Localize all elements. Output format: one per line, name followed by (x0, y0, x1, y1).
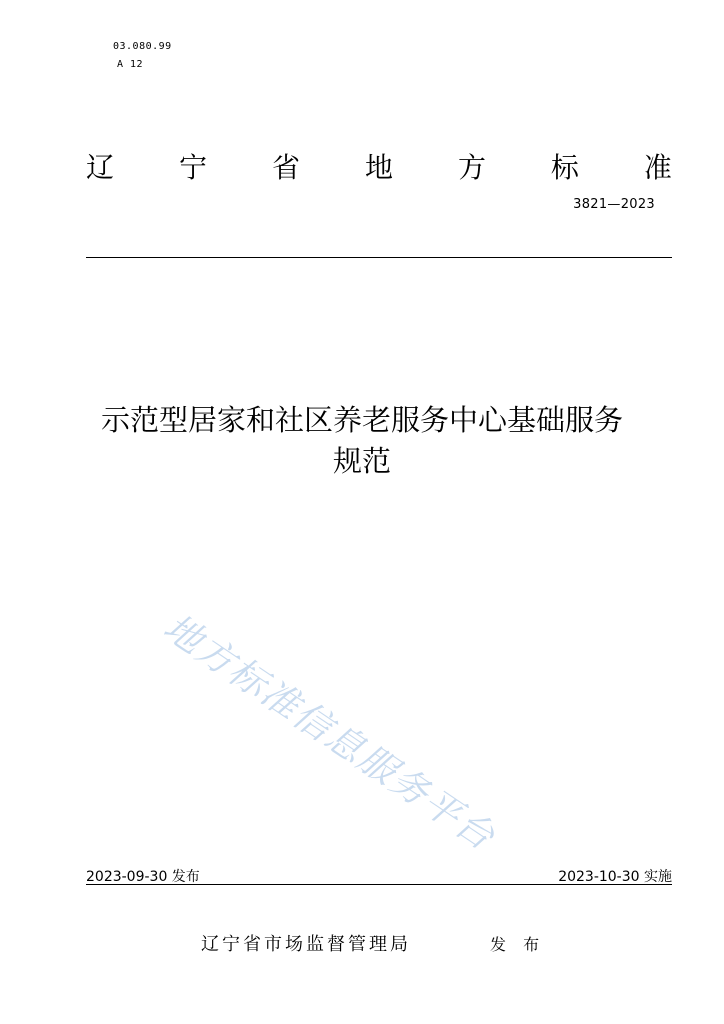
standard-title-char: 宁 (178, 151, 207, 184)
document-title-line-2: 规范 (332, 444, 391, 478)
classification-codes (113, 38, 172, 74)
publish-action: 发 布 (490, 935, 546, 954)
publisher: 辽宁省市场监督管理局 (201, 934, 411, 955)
footer-divider (86, 884, 672, 885)
issue-date: 2023-09-30 发布 (86, 869, 200, 885)
header-divider (86, 257, 672, 258)
ics-code: 03.080.99 (113, 41, 172, 52)
standard-title-char: 准 (643, 151, 672, 184)
document-title-line-1: 示范型居家和社区养老服务中心基础服务 (100, 403, 623, 437)
standard-title-char: 地 (364, 151, 393, 184)
ccs-code: A 12 (117, 59, 144, 70)
implementation-date: 2023-10-30 实施 (558, 869, 672, 885)
document-title (60, 400, 664, 482)
watermark: 地方标准信息服务平台 (155, 605, 504, 860)
standard-number: 3821—2023 (573, 197, 655, 212)
standard-type-title (86, 148, 672, 188)
standard-title-char: 标 (550, 151, 579, 184)
standard-title-char: 省 (271, 151, 300, 184)
standard-title-char: 辽 (86, 151, 115, 184)
standard-title-char: 方 (457, 151, 486, 184)
